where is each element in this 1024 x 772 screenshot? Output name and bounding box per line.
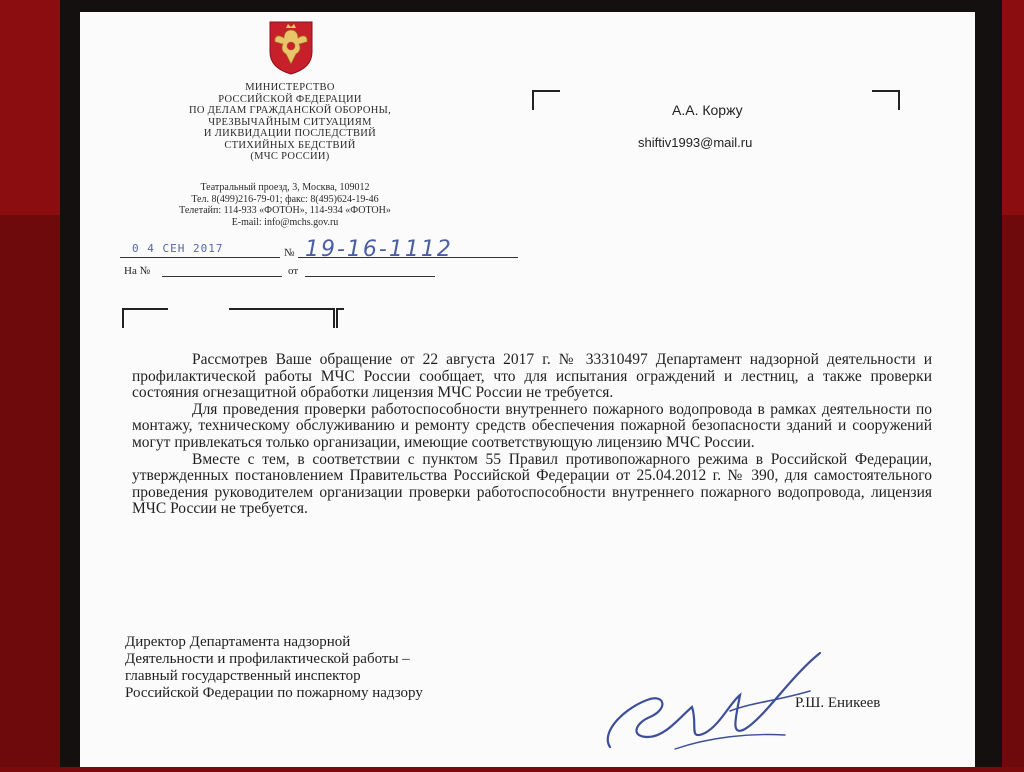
subject-corner-mark bbox=[122, 308, 168, 328]
reply-reference-line bbox=[120, 265, 520, 281]
reply-number-label: На № bbox=[124, 265, 151, 277]
ministry-line: И ЛИКВИДАЦИИ ПОСЛЕДСТВИЙ bbox=[203, 128, 377, 139]
letter-page bbox=[80, 12, 975, 767]
signatory-title-line: Деятельности и профилактической работы – bbox=[125, 651, 410, 667]
recipient-name: А.А. Коржу bbox=[672, 102, 743, 118]
signatory-title-line: главный государственный инспектор bbox=[125, 668, 361, 684]
reply-date-underline bbox=[305, 276, 435, 277]
body-paragraph: Вместе с тем, в соответствии с пунктом 55 Правил противопожарного режима в Российской Федерации, утвержденных постановлением Правительства Российской Федерации от 25.04.2012 г. № 390, для самостоятельного проведения руководителем организации проверки работоспособности внутреннего пожарного водопровода, лицензия МЧС России не требуется. bbox=[132, 450, 932, 518]
body-paragraph: Рассмотрев Ваше обращение от 22 августа 2017 г. № 33310497 Департамент надзорной деятельности и профилактической работы МЧС России сообщает, что для испытания ограждений и лестниц, а также проверки состояния огнезащитной обработки лицензия МЧС России не требуется. bbox=[132, 351, 932, 402]
contact-teletype: Телетайп: 114-933 «ФОТОН», 114-934 «ФОТОН» bbox=[179, 205, 391, 216]
contact-phone: Тел. 8(499)216-79-01; факс: 8(495)624-19-46 bbox=[191, 193, 379, 205]
ministry-line: МИНИСТЕРСТВО bbox=[245, 82, 335, 93]
ministry-line: ЧРЕЗВЫЧАЙНЫМ СИТУАЦИЯМ bbox=[208, 116, 372, 128]
subject-corner-mark bbox=[229, 308, 335, 328]
ministry-name bbox=[140, 82, 440, 163]
signer-name: Р.Ш. Еникеев bbox=[795, 695, 881, 711]
signatory-title-line: Директор Департамента надзорной bbox=[125, 634, 351, 650]
recipient-email: shiftiv1993@mail.ru bbox=[638, 135, 753, 150]
signatory-title bbox=[125, 634, 595, 702]
contact-email: E-mail: info@mchs.gov.ru bbox=[231, 216, 339, 228]
reply-date-label: от bbox=[288, 265, 299, 277]
ministry-contacts bbox=[120, 182, 450, 228]
ministry-line: (МЧС РОССИИ) bbox=[250, 151, 330, 162]
signatory-title-line: Российской Федерации по пожарному надзору bbox=[125, 685, 423, 701]
letter-body bbox=[132, 352, 932, 518]
date-underline bbox=[120, 257, 280, 258]
address-corner-mark bbox=[532, 90, 560, 110]
ministry-line: ПО ДЕЛАМ ГРАЖДАНСКОЙ ОБОРОНЫ, bbox=[188, 105, 392, 116]
contact-address: Театральный проезд, 3, Москва, 109012 bbox=[200, 182, 370, 193]
subject-corner-mark bbox=[336, 308, 344, 328]
russian-coat-of-arms-icon bbox=[266, 18, 316, 76]
registration-line bbox=[120, 237, 520, 263]
outgoing-number: 19-16-1112 bbox=[305, 237, 453, 262]
ministry-line: РОССИЙСКОЙ ФЕДЕРАЦИИ bbox=[218, 93, 362, 105]
address-corner-mark bbox=[872, 90, 900, 110]
reply-number-underline bbox=[162, 276, 282, 277]
date-stamp: 0 4 СЕН 2017 bbox=[132, 242, 224, 255]
body-paragraph: Для проведения проверки работоспособности внутреннего пожарного водопровода в рамках деятельности по монтажу, техническому обслуживанию и ремонту средств обеспечения пожарной безопасности зданий и сооружений могут привлекаться только организации, имеющие соответствующую лицензию МЧС России. bbox=[132, 400, 932, 451]
ministry-line: СТИХИЙНЫХ БЕДСТВИЙ bbox=[224, 139, 356, 151]
number-label: № bbox=[284, 247, 295, 259]
